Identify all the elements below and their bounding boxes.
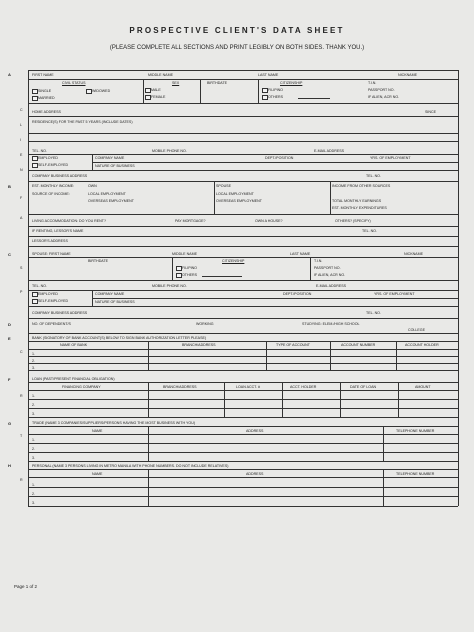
sheet-title: PROSPECTIVE CLIENT'S DATA SHEET: [129, 26, 345, 35]
spouse-income-label: SPOUSE: [216, 184, 231, 188]
spouse-dept-label: DEPT./POSITION: [283, 292, 312, 296]
working-label: WORKING: [196, 322, 214, 326]
loan-col-company: FINANCING COMPANY: [62, 385, 101, 389]
tin-label: T.I.N.: [368, 81, 377, 85]
trade-row-number: 2.: [32, 447, 35, 451]
spouse-tin-label: T.I.N.: [314, 259, 323, 263]
spouse-yrs-label: YRS. OF EMPLOYMENT: [374, 292, 415, 296]
spouse-last-name-label: LAST NAME: [290, 252, 311, 256]
passport-label: PASSPORT NO.: [368, 88, 395, 92]
client-self-employed-label: SELF-EMPLOYED: [38, 163, 69, 167]
loan-col-branch: BRANCH/ADDRESS: [163, 385, 197, 389]
loan-col-acct: LOAN ACCT. #: [236, 385, 260, 389]
page-footer: Page 1 of 2: [14, 584, 38, 589]
client-company-name-label: COMPANY NAME: [95, 156, 125, 160]
lessor-name-label: IF RENTING, LESSOR'S NAME: [32, 229, 84, 233]
personal-col-name: NAME: [92, 472, 103, 476]
spouse-overseas-employment-label: OVERSEAS EMPLOYMENT: [216, 199, 262, 203]
widowed-label: WIDOWED: [92, 89, 111, 93]
civil-status-label: CIVIL STATUS: [62, 81, 86, 85]
section-d-letter: D: [8, 322, 11, 327]
trade-row-number: 1.: [32, 438, 35, 442]
pay-mortgage-label: PAY MORTGAGE?: [175, 219, 206, 223]
loan-row-number: 1.: [32, 394, 35, 398]
spouse-first-name-label: SPOUSE: FIRST NAME: [32, 252, 71, 256]
filipino-label: FILIPINO: [268, 88, 283, 92]
loan-row-number: 2.: [32, 403, 35, 407]
citizenship-label: CITIZENSHIP: [280, 81, 303, 85]
personal-col-phone: TELEPHONE NUMBER: [396, 472, 435, 476]
lessor-tel-label: TEL. NO.: [362, 229, 377, 233]
spouse-mobile-label: MOBILE PHONE NO.: [152, 284, 187, 288]
spouse-company-address-label: COMPANY BUSINESS ADDRESS: [32, 311, 88, 315]
spouse-middle-name-label: MIDDLE NAME: [172, 252, 197, 256]
dependents-label: NO. OF DEPENDENT/S: [32, 322, 71, 326]
source-of-income-label: SOURCE OF INCOME:: [32, 192, 70, 196]
loan-col-holder: ACCT. HOLDER: [290, 385, 317, 389]
spouse-nickname-label: NICKNAME: [404, 252, 423, 256]
spouse-company-tel-label: TEL. NO.: [366, 311, 381, 315]
side-letter: E: [20, 153, 23, 157]
alien-acr-label: IF ALIEN, ACR NO.: [368, 95, 400, 99]
male-label: MALE: [151, 88, 161, 92]
client-last-name-label: LAST NAME: [258, 73, 279, 77]
side-letter: N: [20, 168, 23, 172]
loan-row-number: 3.: [32, 412, 35, 416]
side-letter: T: [20, 434, 23, 438]
bank-col-branch: BRANCH/ADDRESS: [182, 343, 216, 347]
bank-row-number: 2.: [32, 359, 35, 363]
single-label: SINGLE: [38, 89, 52, 93]
female-label: FEMALE: [151, 95, 166, 99]
client-yrs-label: YRS. OF EMPLOYMENT: [370, 156, 411, 160]
spouse-nature-label: NATURE OF BUSINESS: [95, 300, 135, 304]
spouse-company-name-label: COMPANY NAME: [95, 292, 125, 296]
spouse-tel-label: TEL. NO.: [32, 284, 47, 288]
total-earnings-label: TOTAL MONTHLY EARNINGS: [332, 199, 382, 203]
trade-section-title: TRADE (NAME 3 COMPANIES/SUPPLIERS/PERSONS HAVING THE MOST BUSINESS WITH YOU): [32, 421, 196, 425]
birthdate-label: BIRTHDATE: [207, 81, 228, 85]
spouse-citizenship-label: CITIZENSHIP: [222, 259, 245, 263]
client-middle-name-label: MIDDLE NAME: [148, 73, 173, 77]
side-letter: R: [20, 478, 23, 482]
spouse-alien-acr-label: IF ALIEN, ACR NO.: [314, 273, 346, 277]
trade-col-address: ADDRESS: [246, 429, 264, 433]
lessor-address-label: LESSOR'S ADDRESS: [32, 239, 68, 243]
side-letter: P: [20, 290, 23, 294]
client-nature-label: NATURE OF BUSINESS: [95, 164, 135, 168]
section-b-letter: B: [8, 184, 11, 189]
client-company-tel-label: TEL. NO.: [366, 174, 381, 178]
own-label: OWN: [88, 184, 97, 188]
side-letter: S: [20, 266, 23, 270]
side-letter: I: [20, 138, 21, 142]
sex-label: SEX: [172, 81, 180, 85]
married-label: MARRIED: [38, 96, 55, 100]
trade-row-number: 3.: [32, 456, 35, 460]
since-label: SINCE: [425, 110, 436, 114]
side-letter: C: [20, 350, 23, 354]
client-employed-label: EMPLOYED: [38, 156, 58, 160]
bank-col-account-holder: ACCOUNT HOLDER: [405, 343, 439, 347]
loan-section-title: LOAN (PAST/PRESENT FINANCIAL OBLIGATION): [32, 377, 115, 381]
trade-col-name: NAME: [92, 429, 103, 433]
spouse-passport-label: PASSPORT NO.: [314, 266, 341, 270]
own-overseas-employment-label: OVERSEAS EMPLOYMENT: [88, 199, 134, 203]
bank-row-number: 3.: [32, 366, 35, 370]
spouse-self-employed-label: SELF-EMPLOYED: [38, 299, 69, 303]
living-accommodation-label: LIVING ACCOMMODATION: DO YOU RENT?: [32, 219, 106, 223]
spouse-birthdate-label: BIRTHDATE: [88, 259, 109, 263]
other-sources-label: INCOME FROM OTHER SOURCES: [332, 184, 391, 188]
client-email-label: E-MAIL ADDRESS: [314, 149, 345, 153]
personal-row-number: 2.: [32, 492, 35, 496]
side-letter: R: [20, 394, 23, 398]
section-f-letter: F: [8, 377, 11, 382]
section-e-letter: E: [8, 336, 11, 341]
own-house-label: OWN A HOUSE?: [255, 219, 283, 223]
client-company-address-label: COMPANY BUSINESS ADDRESS: [32, 174, 88, 178]
others-label: OTHERS: [268, 95, 283, 99]
section-a-letter: A: [8, 72, 11, 77]
spouse-others-label: OTHERS: [182, 273, 197, 277]
section-c-letter: C: [8, 252, 11, 257]
client-first-name-label: FIRST NAME: [32, 73, 54, 77]
residences-label: RESIDENCE(S) FOR THE PAST 5 YEARS (INCLUDE DATES): [32, 120, 133, 124]
client-nickname-label: NICKNAME: [398, 73, 417, 77]
spouse-local-employment-label: LOCAL EMPLOYMENT: [216, 192, 254, 196]
section-h-letter: H: [8, 463, 11, 468]
side-letter: C: [20, 108, 23, 112]
bank-col-account-number: ACCOUNT NUMBER: [341, 343, 376, 347]
spouse-employed-label: EMPLOYED: [38, 292, 58, 296]
sheet-subtitle: (PLEASE COMPLETE ALL SECTIONS AND PRINT LEGIBLY ON BOTH SIDES. THANK YOU.): [109, 45, 365, 51]
loan-col-amount: AMOUNT: [415, 385, 431, 389]
personal-col-address: ADDRESS: [246, 472, 264, 476]
client-mobile-label: MOBILE PHONE NO.: [152, 149, 187, 153]
personal-section-title: PERSONAL (NAME 3 PERSONS LIVING IN METRO MANILA WITH PHONE NUMBERS. DO NOT INCLUDE RELATIVES): [32, 464, 229, 468]
section-g-letter: G: [8, 421, 12, 426]
personal-row-number: 3.: [32, 501, 35, 505]
spouse-filipino-label: FILIPINO: [182, 266, 197, 270]
spouse-email-label: E-MAIL ADDRESS: [316, 284, 347, 288]
bank-row-number: 1.: [32, 352, 35, 356]
college-label: COLLEGE: [408, 328, 425, 332]
side-letter: A: [20, 216, 23, 220]
side-letter: F: [20, 196, 23, 200]
est-monthly-income-label: EST. MONTHLY INCOME:: [32, 184, 75, 188]
client-dept-label: DEPT./POSITION: [265, 156, 294, 160]
others-specify-label: OTHERS? (SPECIFY): [335, 219, 371, 223]
bank-col-type: TYPE OF ACCOUNT: [276, 343, 310, 347]
trade-col-phone: TELEPHONE NUMBER: [396, 429, 435, 433]
home-address-label: HOME ADDRESS: [32, 110, 61, 114]
personal-row-number: 1.: [32, 483, 35, 487]
bank-col-name: NAME OF BANK: [60, 343, 88, 347]
expenditures-label: EST. MONTHLY EXPENDITURES: [332, 206, 387, 210]
studying-label: STUDYING: ELEM./HIGH SCHOOL: [302, 322, 360, 326]
loan-col-date: DATE OF LOAN: [350, 385, 377, 389]
bank-section-title: BANK (SIGNATORY OF BANK ACCOUNT(S) BELOW TO SIGN BANK AUTHORIZATION LETTER PLEASE): [32, 336, 207, 340]
side-letter: L: [20, 123, 22, 127]
client-tel-label: TEL. NO.: [32, 149, 47, 153]
own-local-employment-label: LOCAL EMPLOYMENT: [88, 192, 126, 196]
